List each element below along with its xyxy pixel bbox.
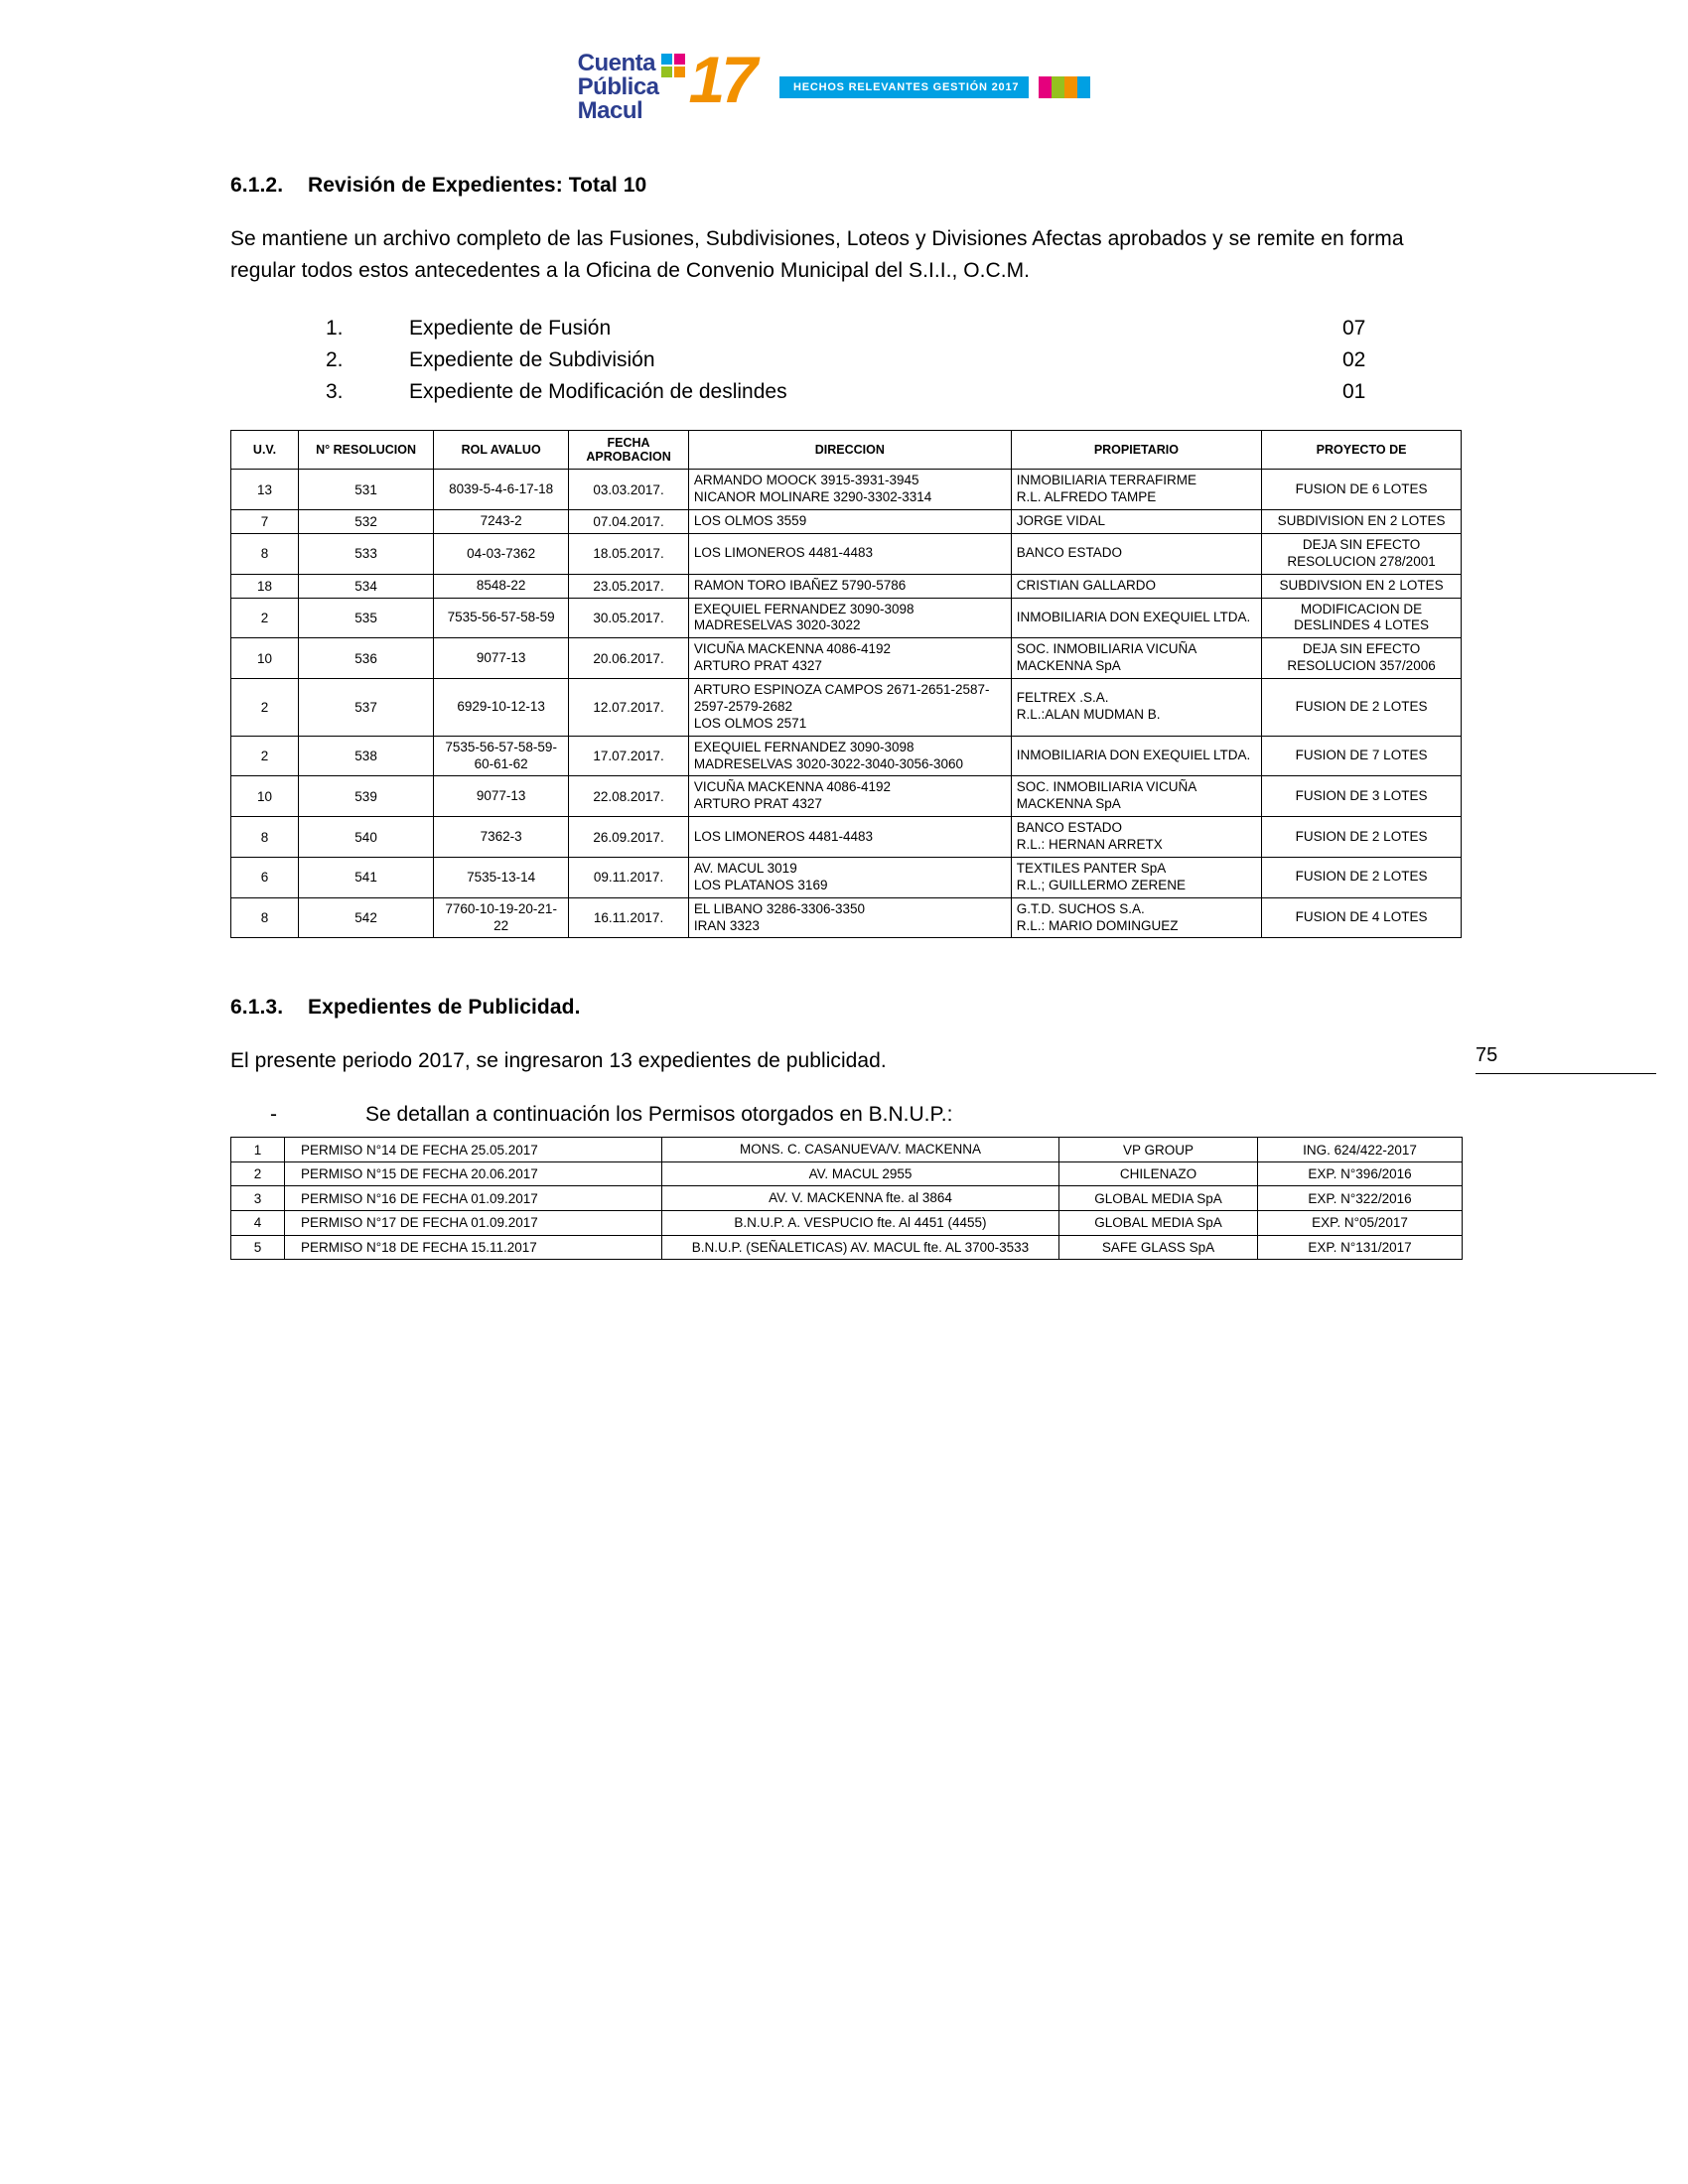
cell-rol: 7535-56-57-58-59: [434, 598, 569, 638]
cell-rol: 6929-10-12-13: [434, 679, 569, 737]
cell-direccion: LOS LIMONEROS 4481-4483: [688, 817, 1011, 858]
cell-index: 1: [231, 1138, 285, 1162]
table-row: [231, 533, 1462, 574]
cell-permiso: PERMISO N°15 DE FECHA 20.06.2017: [285, 1161, 662, 1186]
cell-resolucion: 536: [299, 638, 434, 679]
cell-empresa: GLOBAL MEDIA SpA: [1059, 1210, 1258, 1235]
table-row: [231, 1161, 1463, 1186]
cell-ubicacion: AV. V. MACKENNA fte. al 3864: [662, 1186, 1059, 1211]
cell-direccion: ARTURO ESPINOZA CAMPOS 2671-2651-2587-2597-2579-2682 LOS OLMOS 2571: [688, 679, 1011, 737]
cell-ubicacion: MONS. C. CASANUEVA/V. MACKENNA: [662, 1138, 1059, 1162]
bnup-dash: -: [270, 1103, 277, 1127]
cell-fecha: 20.06.2017.: [569, 638, 689, 679]
cell-rol: 7760-10-19-20-21-22: [434, 897, 569, 938]
cell-uv: 18: [231, 574, 299, 598]
table-row: [231, 1138, 1463, 1162]
cell-direccion: VICUÑA MACKENNA 4086-4192 ARTURO PRAT 4327: [688, 638, 1011, 679]
cell-fecha: 03.03.2017.: [569, 470, 689, 510]
table-row: [231, 817, 1462, 858]
cell-proyecto: FUSION DE 2 LOTES: [1262, 817, 1462, 858]
cell-direccion: EXEQUIEL FERNANDEZ 3090-3098 MADRESELVAS 3020-3022: [688, 598, 1011, 638]
cell-rol: 9077-13: [434, 638, 569, 679]
section-6-1-2-number: 6.1.2.: [230, 174, 284, 197]
cell-uv: 8: [231, 533, 299, 574]
table-row: [231, 470, 1462, 510]
cell-fecha: 17.07.2017.: [569, 736, 689, 776]
cell-propietario: BANCO ESTADO R.L.: HERNAN ARRETX: [1011, 817, 1261, 858]
cell-direccion: RAMON TORO IBAÑEZ 5790-5786: [688, 574, 1011, 598]
cell-fecha: 16.11.2017.: [569, 897, 689, 938]
logo-color-swatches-icon: [661, 54, 685, 77]
page-number: [1476, 1044, 1664, 1074]
table-row: [231, 857, 1462, 897]
cell-ubicacion: B.N.U.P. (SEÑALETICAS) AV. MACUL fte. AL 3700-3533: [662, 1235, 1059, 1260]
list-item-label: Expediente de Fusión: [409, 316, 612, 340]
cell-rol: 7362-3: [434, 817, 569, 858]
bnup-dash-text: Se detallan a continuación los Permisos otorgados en B.N.U.P.:: [365, 1103, 953, 1127]
col-header-uv: U.V.: [231, 430, 299, 470]
cell-resolucion: 538: [299, 736, 434, 776]
cell-rol: 8039-5-4-6-17-18: [434, 470, 569, 510]
cell-propietario: BANCO ESTADO: [1011, 533, 1261, 574]
header-banner-text: HECHOS RELEVANTES GESTIÓN 2017: [792, 81, 1020, 93]
cell-fecha: 23.05.2017.: [569, 574, 689, 598]
list-item-index: 2.: [326, 347, 344, 371]
cell-fecha: 09.11.2017.: [569, 857, 689, 897]
cell-permiso: PERMISO N°18 DE FECHA 15.11.2017: [285, 1235, 662, 1260]
col-header-proyecto: PROYECTO DE: [1262, 430, 1462, 470]
section-6-1-2-heading-text: Revisión de Expedientes: Total 10: [308, 174, 647, 197]
list-item: [326, 313, 1462, 344]
cell-expediente: EXP. N°322/2016: [1258, 1186, 1463, 1211]
list-item-label: Expediente de Modificación de deslindes: [409, 379, 787, 403]
cell-propietario: SOC. INMOBILIARIA VICUÑA MACKENNA SpA: [1011, 776, 1261, 817]
table-expedientes: [230, 430, 1462, 939]
col-header-direccion: DIRECCION: [688, 430, 1011, 470]
col-header-rol: ROL AVALUO: [434, 430, 569, 470]
cell-uv: 2: [231, 736, 299, 776]
cell-index: 3: [231, 1186, 285, 1211]
list-item: [326, 344, 1462, 376]
cell-uv: 8: [231, 817, 299, 858]
cell-rol: 7243-2: [434, 510, 569, 534]
table-row: [231, 574, 1462, 598]
cell-ubicacion: B.N.U.P. A. VESPUCIO fte. Al 4451 (4455): [662, 1210, 1059, 1235]
table-row: [231, 897, 1462, 938]
list-item-value: 07: [1342, 316, 1366, 340]
cell-fecha: 07.04.2017.: [569, 510, 689, 534]
header-banner-tail-icon: [1039, 76, 1090, 98]
cell-propietario: FELTREX .S.A. R.L.:ALAN MUDMAN B.: [1011, 679, 1261, 737]
cell-index: 5: [231, 1235, 285, 1260]
cell-permiso: PERMISO N°17 DE FECHA 01.09.2017: [285, 1210, 662, 1235]
logo-year: 17: [688, 43, 754, 116]
list-item-value: 01: [1342, 379, 1366, 403]
cell-propietario: G.T.D. SUCHOS S.A. R.L.: MARIO DOMINGUEZ: [1011, 897, 1261, 938]
section-6-1-3-heading-text: Expedientes de Publicidad.: [308, 996, 581, 1020]
section-6-1-3-paragraph: El presente periodo 2017, se ingresaron 13 expedientes de publicidad.: [230, 1049, 887, 1073]
list-item: [326, 376, 1462, 408]
cell-ubicacion: AV. MACUL 2955: [662, 1161, 1059, 1186]
cell-permiso: PERMISO N°16 DE FECHA 01.09.2017: [285, 1186, 662, 1211]
cell-rol: 9077-13: [434, 776, 569, 817]
cell-direccion: EL LIBANO 3286-3306-3350 IRAN 3323: [688, 897, 1011, 938]
cell-expediente: EXP. N°131/2017: [1258, 1235, 1463, 1260]
bnup-dash-line: [230, 1103, 1462, 1127]
cell-uv: 7: [231, 510, 299, 534]
col-header-fecha: [569, 430, 689, 470]
cell-empresa: SAFE GLASS SpA: [1059, 1235, 1258, 1260]
expediente-summary-list: [230, 313, 1462, 408]
cell-resolucion: 542: [299, 897, 434, 938]
cell-proyecto: FUSION DE 2 LOTES: [1262, 857, 1462, 897]
cell-propietario: CRISTIAN GALLARDO: [1011, 574, 1261, 598]
cell-fecha: 12.07.2017.: [569, 679, 689, 737]
cell-resolucion: 533: [299, 533, 434, 574]
cell-uv: 13: [231, 470, 299, 510]
cell-empresa: CHILENAZO: [1059, 1161, 1258, 1186]
cell-uv: 10: [231, 776, 299, 817]
table-row: [231, 510, 1462, 534]
cell-direccion: ARMANDO MOOCK 3915-3931-3945 NICANOR MOLINARE 3290-3302-3314: [688, 470, 1011, 510]
list-item-value: 02: [1342, 347, 1366, 371]
cell-index: 2: [231, 1161, 285, 1186]
table-row: [231, 1186, 1463, 1211]
col-header-fecha-line1: FECHA: [607, 435, 650, 450]
table-row: [231, 776, 1462, 817]
cell-propietario: INMOBILIARIA TERRAFIRME R.L. ALFREDO TAMPE: [1011, 470, 1261, 510]
section-6-1-3-number: 6.1.3.: [230, 996, 284, 1020]
cell-fecha: 26.09.2017.: [569, 817, 689, 858]
cell-proyecto: DEJA SIN EFECTO RESOLUCION 357/2006: [1262, 638, 1462, 679]
page-header: [0, 38, 1688, 137]
cell-proyecto: SUBDIVSION EN 2 LOTES: [1262, 574, 1462, 598]
cell-uv: 6: [231, 857, 299, 897]
list-item-index: 3.: [326, 379, 344, 403]
cell-expediente: EXP. N°396/2016: [1258, 1161, 1463, 1186]
cell-direccion: AV. MACUL 3019 LOS PLATANOS 3169: [688, 857, 1011, 897]
logo-line-3: Macul: [577, 97, 643, 124]
cell-resolucion: 537: [299, 679, 434, 737]
cell-direccion: EXEQUIEL FERNANDEZ 3090-3098 MADRESELVAS 3020-3022-3040-3056-3060: [688, 736, 1011, 776]
table-row: [231, 1235, 1463, 1260]
cell-propietario: TEXTILES PANTER SpA R.L.; GUILLERMO ZERENE: [1011, 857, 1261, 897]
document-content: [230, 174, 1462, 1260]
section-6-1-3-title: [230, 996, 1462, 1020]
cell-fecha: 22.08.2017.: [569, 776, 689, 817]
cell-fecha: 30.05.2017.: [569, 598, 689, 638]
logo-line-2: Pública: [577, 73, 659, 100]
logo-wrap: [577, 43, 1091, 124]
logo-text: [578, 52, 659, 123]
cell-propietario: SOC. INMOBILIARIA VICUÑA MACKENNA SpA: [1011, 638, 1261, 679]
cell-proyecto: FUSION DE 6 LOTES: [1262, 470, 1462, 510]
table-publicidad: [230, 1137, 1463, 1260]
cell-empresa: GLOBAL MEDIA SpA: [1059, 1186, 1258, 1211]
cell-resolucion: 534: [299, 574, 434, 598]
cell-empresa: VP GROUP: [1059, 1138, 1258, 1162]
cell-resolucion: 531: [299, 470, 434, 510]
list-item-label: Expediente de Subdivisión: [409, 347, 655, 371]
cell-rol: 8548-22: [434, 574, 569, 598]
cell-uv: 2: [231, 679, 299, 737]
cell-direccion: VICUÑA MACKENNA 4086-4192 ARTURO PRAT 4327: [688, 776, 1011, 817]
cell-uv: 2: [231, 598, 299, 638]
cell-direccion: LOS LIMONEROS 4481-4483: [688, 533, 1011, 574]
col-header-fecha-line2: APROBACION: [586, 449, 671, 464]
cell-proyecto: FUSION DE 2 LOTES: [1262, 679, 1462, 737]
col-header-resolucion: N° RESOLUCION: [299, 430, 434, 470]
table-row: [231, 736, 1462, 776]
cell-proyecto: FUSION DE 4 LOTES: [1262, 897, 1462, 938]
logo-line-1: Cuenta: [577, 50, 656, 76]
cell-proyecto: SUBDIVISION EN 2 LOTES: [1262, 510, 1462, 534]
table-row: [231, 598, 1462, 638]
section-6-1-2-title: [230, 174, 1462, 198]
cell-proyecto: DEJA SIN EFECTO RESOLUCION 278/2001: [1262, 533, 1462, 574]
cell-expediente: EXP. N°05/2017: [1258, 1210, 1463, 1235]
page-number-rule: [1476, 1073, 1656, 1074]
cell-expediente: ING. 624/422-2017: [1258, 1138, 1463, 1162]
page-number-value: 75: [1476, 1044, 1498, 1066]
table-row: [231, 1210, 1463, 1235]
table-expedientes-body: [231, 470, 1462, 938]
cell-uv: 10: [231, 638, 299, 679]
cell-rol: 7535-13-14: [434, 857, 569, 897]
cell-permiso: PERMISO N°14 DE FECHA 25.05.2017: [285, 1138, 662, 1162]
cell-rol: 04-03-7362: [434, 533, 569, 574]
col-header-propietario: PROPIETARIO: [1011, 430, 1261, 470]
cell-propietario: INMOBILIARIA DON EXEQUIEL LTDA.: [1011, 598, 1261, 638]
header-banner: [779, 76, 1029, 98]
section-6-1-2-paragraph: Se mantiene un archivo completo de las Fusiones, Subdivisiones, Loteos y Divisiones Afectas aprobados y se remite en forma regular todos estos antecedentes a la Oficina de Convenio Municipal del S.I.I., O.C.M.: [230, 227, 1404, 282]
cell-proyecto: FUSION DE 7 LOTES: [1262, 736, 1462, 776]
cell-proyecto: FUSION DE 3 LOTES: [1262, 776, 1462, 817]
table-header-row: [231, 430, 1462, 470]
cell-direccion: LOS OLMOS 3559: [688, 510, 1011, 534]
cell-propietario: INMOBILIARIA DON EXEQUIEL LTDA.: [1011, 736, 1261, 776]
table-row: [231, 638, 1462, 679]
cell-rol: 7535-56-57-58-59-60-61-62: [434, 736, 569, 776]
table-row: [231, 679, 1462, 737]
cell-uv: 8: [231, 897, 299, 938]
cell-fecha: 18.05.2017.: [569, 533, 689, 574]
cuenta-publica-macul-logo: [577, 43, 754, 124]
cell-resolucion: 532: [299, 510, 434, 534]
cell-proyecto: MODIFICACION DE DESLINDES 4 LOTES: [1262, 598, 1462, 638]
cell-resolucion: 540: [299, 817, 434, 858]
cell-resolucion: 539: [299, 776, 434, 817]
cell-index: 4: [231, 1210, 285, 1235]
cell-resolucion: 541: [299, 857, 434, 897]
cell-propietario: JORGE VIDAL: [1011, 510, 1261, 534]
cell-resolucion: 535: [299, 598, 434, 638]
table-publicidad-body: [231, 1138, 1463, 1260]
list-item-index: 1.: [326, 316, 344, 340]
